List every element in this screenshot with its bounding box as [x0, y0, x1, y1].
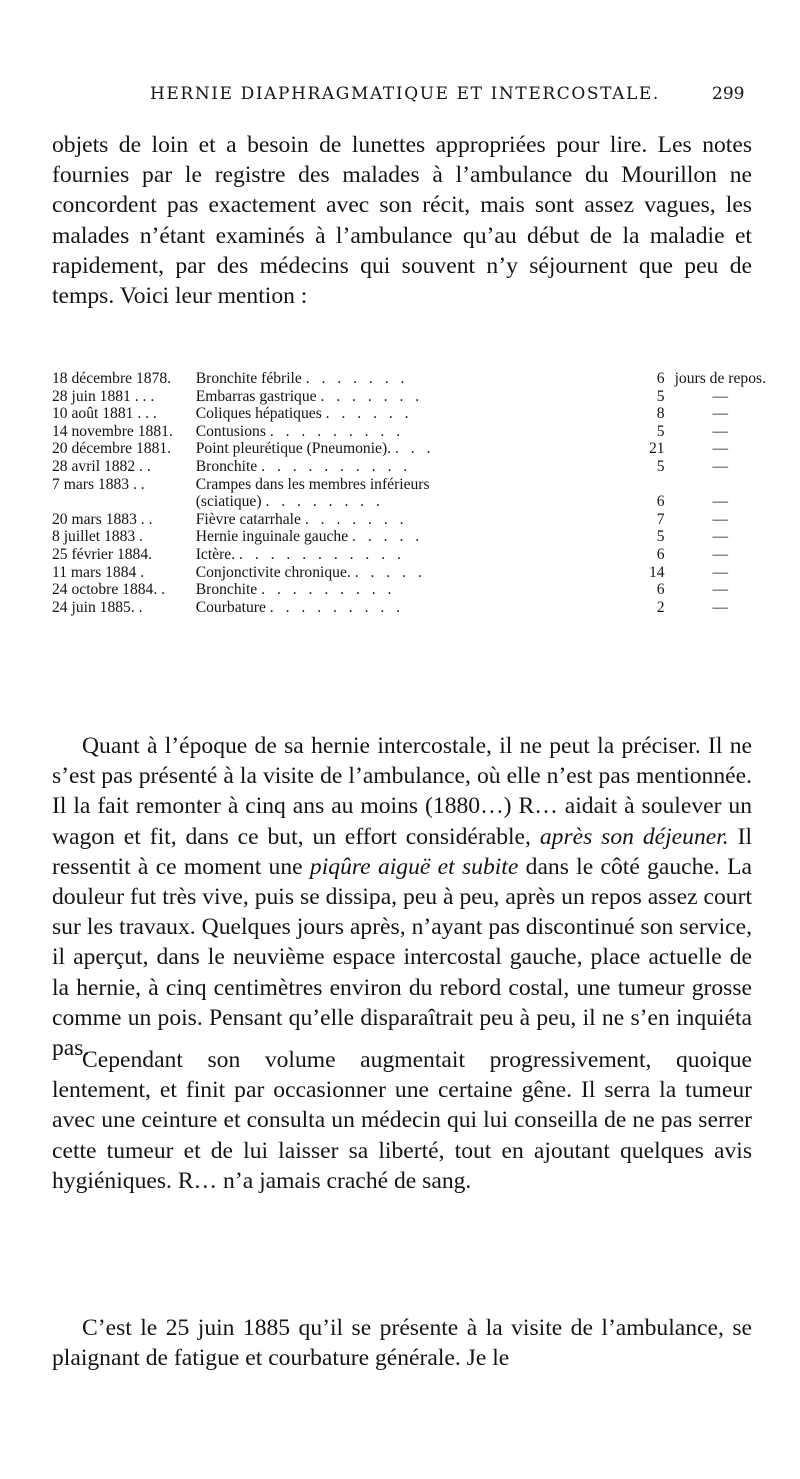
register-row	[52, 458, 766, 476]
register-days: 2	[656, 598, 665, 616]
ambulance-register-table	[52, 370, 766, 616]
italic-phrase: après son déjeuner.	[539, 823, 729, 850]
register-days: 7	[656, 510, 665, 528]
register-unit: —	[712, 545, 729, 563]
italic-phrase: piqûre aiguë et subite	[309, 853, 519, 880]
register-date: 7 mars 1883 . .	[52, 475, 145, 493]
register-row	[52, 423, 766, 441]
register-unit: —	[712, 598, 729, 616]
dot-leader: . . . . . .	[325, 405, 413, 423]
register-diagnosis-text: Embarras gastrique	[195, 387, 317, 405]
register-days: 5	[656, 457, 665, 475]
paragraph-tumour-growth: Cependant son volume augmentait progressivement, quoique lentement, et finit par occasionner une certaine gêne. Il serra la tumeur avec une ceinture et consulta un médecin qui lui conseilla de ne pas serrer cette tumeur et de lui laisser sa liberté, tout en ajoutant quelques avis hygiéniques. R… n’a jamais craché de sang.	[52, 1047, 752, 1194]
register-diagnosis-text: Crampes dans les membres inférieurs	[195, 475, 430, 493]
register-diagnosis	[196, 581, 629, 599]
register-diagnosis-text: Contusions	[195, 422, 266, 440]
register-unit: —	[712, 510, 729, 528]
register-diagnosis-text: Coliques hépatiques	[195, 405, 322, 423]
register-diagnosis	[196, 564, 629, 582]
dot-leader: . . . . . . . . . . .	[239, 545, 405, 563]
register-row	[52, 476, 766, 494]
dot-leader: . . . . . . .	[320, 387, 424, 405]
register-diagnosis	[196, 493, 629, 511]
register-row	[52, 388, 766, 406]
register-row	[52, 405, 766, 423]
paragraph-continued: objets de loin et a besoin de lunettes appropriées pour lire. Les notes fournies par le registre des malades à l’ambulance du Mourillon ne concordent pas exactement avec son récit, mais sont assez vagues, les malades n’étant examinés à l’ambulance qu’au début de la maladie et rapidement, par des médecins qui souvent n’y séjournent que peu de temps. Voici leur mention :	[52, 132, 752, 310]
register-diagnosis-text: Bronchite	[195, 581, 258, 599]
running-title: HERNIE DIAPHRAGMATIQUE ET INTERCOSTALE.	[150, 84, 660, 104]
register-date: 11 mars 1884 .	[52, 563, 145, 581]
register-unit: —	[712, 405, 729, 423]
register-diagnosis-text: Conjonctivite chronique.	[195, 563, 351, 581]
register-unit: —	[712, 387, 729, 405]
register-date: 28 avril 1882 . .	[52, 457, 151, 475]
register-diagnosis-text: Ictère.	[195, 545, 236, 563]
register-days: 5	[656, 528, 665, 546]
register-days: 5	[656, 387, 665, 405]
register-days: 5	[656, 422, 665, 440]
register-row	[52, 528, 766, 546]
register-date: 25 février 1884.	[52, 545, 153, 563]
register-unit: —	[712, 440, 729, 458]
register-unit: —	[712, 457, 729, 475]
register-diagnosis-text: Hernie inguinale gauche	[195, 528, 349, 546]
register-diagnosis-text: (sciatique)	[195, 493, 262, 511]
register-diagnosis	[196, 528, 629, 546]
register-days: 8	[656, 405, 665, 423]
register-unit: —	[712, 493, 729, 511]
register-diagnosis	[196, 440, 629, 458]
register-diagnosis-text: Bronchite	[195, 457, 258, 475]
dot-leader: . . . . .	[352, 528, 424, 546]
register-diagnosis-text: Bronchite fébrile	[195, 370, 302, 387]
register-diagnosis	[196, 546, 629, 564]
dot-leader: . . . . . . . . .	[269, 422, 405, 440]
register-row	[52, 511, 766, 529]
register-date: 8 juillet 1883 .	[52, 528, 143, 546]
paragraph-text: Quant à l’époque de sa hernie intercostale, il ne peut la préciser. Il ne s’est pas présenté à la visite de l’ambulance, où elle n’est pas mentionnée. Il la fait remonter à cinq ans au moins (1880…) R… aidait à soulever un wagon et fit, dans ce but, un effort considérable,	[52, 733, 752, 850]
register-date: 20 mars 1883 . .	[52, 510, 153, 528]
register-date: 24 juin 1885. .	[52, 598, 143, 616]
register-date	[52, 493, 196, 511]
register-diagnosis	[196, 476, 629, 494]
dot-leader: . . . . . . . . . .	[261, 457, 412, 475]
dot-leader: . . . . . . . .	[265, 493, 384, 511]
register-diagnosis	[196, 458, 629, 476]
register-row	[52, 546, 766, 564]
register-date: 28 juin 1881 . . .	[52, 387, 155, 405]
register-diagnosis-text: Fièvre catarrhale	[195, 510, 301, 528]
register-row	[52, 440, 766, 458]
running-head	[0, 78, 800, 108]
register-diagnosis	[196, 405, 629, 423]
register-days: 21	[648, 440, 665, 458]
register-days: 6	[656, 370, 665, 387]
register-days: 6	[656, 545, 665, 563]
register-unit: jours de repos.	[674, 370, 766, 387]
register-days	[629, 476, 675, 494]
register-date: 18 décembre 1878.	[52, 370, 172, 387]
dot-leader: . . . . . . .	[304, 510, 408, 528]
register-unit: —	[712, 581, 729, 599]
register-unit	[675, 476, 766, 494]
paragraph-text: Il ressentit à ce moment une	[52, 823, 753, 880]
register-row	[52, 564, 766, 582]
register-diagnosis	[196, 388, 629, 406]
register-unit: —	[712, 563, 729, 581]
register-unit: —	[712, 422, 729, 440]
paragraph-presentation: C’est le 25 juin 1885 qu’il se présente à la visite de l’ambulance, se plaignant de fatigue et courbature générale. Je le	[52, 1315, 752, 1372]
register-days: 6	[656, 493, 665, 511]
register-days: 6	[656, 581, 665, 599]
register-row	[52, 493, 766, 511]
register-date: 20 décembre 1881.	[52, 440, 172, 458]
register-diagnosis	[196, 511, 629, 529]
register-diagnosis	[196, 423, 629, 441]
register-diagnosis-text: Point pleurétique (Pneumonie).	[195, 440, 392, 458]
register-row	[52, 599, 766, 617]
paragraph-text: dans le côté gauche. La douleur fut très vive, puis se dissipa, peu à peu, après un repos assez court sur les travaux. Quelques jours après, n’ayant pas discontinué son service, il aperçut, dans le neuvième espace intercostal gauche, place actuelle de la hernie, à cinq centimètres environ du rebord costal, une tumeur grosse comme un pois. Pensant qu’elle disparaîtrait peu à peu, il ne s’en inquiéta pas.	[52, 853, 752, 1062]
register-row	[52, 581, 766, 599]
register-date: 24 octobre 1884. .	[52, 581, 166, 599]
register-days: 14	[648, 563, 665, 581]
register-diagnosis	[196, 370, 629, 388]
register-unit: —	[712, 528, 729, 546]
page-number: 299	[712, 84, 745, 104]
paragraph-intercostal-hernia-onset	[52, 731, 752, 1063]
dot-leader: . . . . . . .	[305, 370, 409, 387]
dot-leader: . . . . . . . . .	[269, 598, 405, 616]
dot-leader: . . .	[394, 440, 435, 458]
dot-leader: . . . . . . . . .	[261, 581, 396, 599]
register-diagnosis	[196, 599, 629, 617]
register-date: 10 août 1881 . . .	[52, 405, 157, 423]
register-row	[52, 370, 766, 388]
dot-leader: . . . . .	[354, 563, 426, 581]
register-date: 14 novembre 1881.	[52, 422, 173, 440]
register-diagnosis-text: Courbature	[195, 598, 266, 616]
